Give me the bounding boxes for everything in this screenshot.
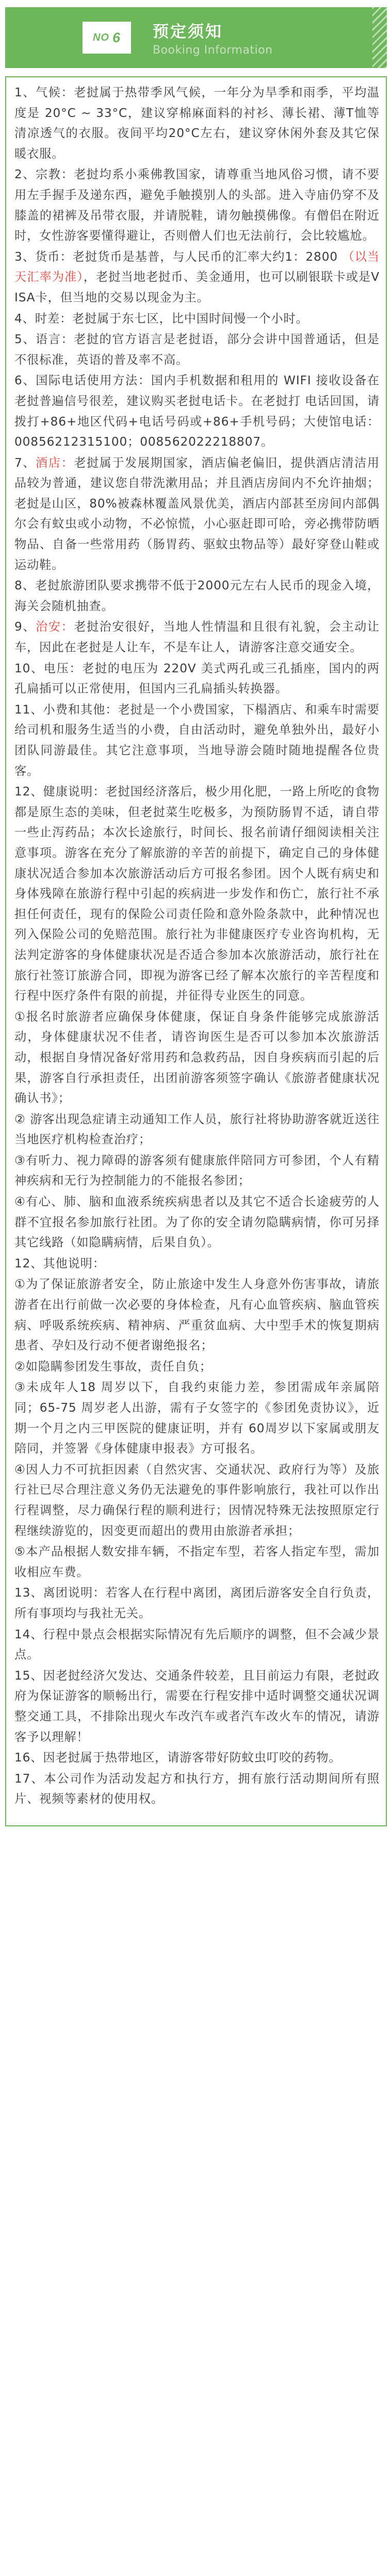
- section-number: 6: [112, 29, 121, 45]
- notice-paragraph: [14, 658, 380, 699]
- paragraph-text: 1、气候：老挝属于热带季风气候，一年分为旱季和雨季，平均温度是 20°C ~ 33°C，建议穿棉麻面料的衬衫、薄长裙、薄T恤等清凉透气的衣服。夜间平均20°C左右，建议穿休闲外套及其它保暖衣服。: [14, 86, 380, 161]
- decorative-stripes: [372, 7, 387, 68]
- notice-paragraph: [14, 1666, 380, 1747]
- notice-paragraph: [14, 329, 380, 370]
- paragraph-text: 12、其他说明：: [14, 1256, 105, 1270]
- paragraph-text: 5、语言：老挝的官方语言是老挝语，部分会讲中国普通话，但是不很标准，英语的普及率不高。: [14, 332, 380, 367]
- notice-paragraph: [14, 82, 380, 164]
- notice-paragraph: [14, 1150, 380, 1191]
- paragraph-text: 4、时差：老挝属于东七区，比中国时间慢一个小时。: [14, 311, 308, 326]
- section-number-prefix: NO: [92, 31, 109, 43]
- paragraph-text: 3、货币：老挝货币是基普，与人民币的汇率大约1：2800: [14, 249, 342, 264]
- paragraph-text: 7、: [14, 455, 36, 470]
- notice-paragraph: [14, 700, 380, 781]
- paragraph-text: 8、老挝旅游团队要求携带不低于2000元左右人民币的现金入境，海关会随机抽查。: [14, 579, 380, 613]
- section-subtitle: Booking Information: [153, 44, 273, 57]
- paragraph-text: ④因人力不可抗拒因素（自然灾害、交通状况、政府行为等）及旅行社已尽合理注意义务仍无法避免的事件影响旅行，我社可以作出行程调整，尽力确保行程的顺利进行；因情况特殊无法按照原定行程继续游览的，因变更而超出的费用由旅游者承担；: [14, 1462, 380, 1538]
- notice-paragraph: [14, 575, 380, 616]
- section-number-badge: [83, 22, 131, 54]
- paragraph-text: ⑤本产品根据人数安排车辆，不指定车型，若客人指定车型，需加收相应车费。: [14, 1545, 380, 1579]
- notice-paragraph: [14, 1253, 380, 1274]
- section-header: [5, 7, 387, 68]
- highlighted-text: （以当天汇率为准）: [14, 249, 380, 284]
- paragraph-text: ③未成年人18 周岁以下，自我约束能力差，参团需成年亲属陪同；65-75 周岁老人出游，需有子女签字的《参团免责协议》，近期一个月之内三甲医院的健康证明，并有 60周岁以下家属或朋友陪同，并签署《身体健康申报表》方可报名。: [14, 1380, 380, 1456]
- paragraph-text: 14、行程中景点会根据实际情况有先后顺序的调整，但不会减少景点。: [14, 1627, 380, 1662]
- paragraph-text: 17、本公司作为活动发起方和执行方，拥有旅行活动期间所有照片、视频等素材的使用权。: [14, 1771, 380, 1806]
- paragraph-text: 15、因老挝经济欠发达、交通条件较差，且目前运力有限，老挝政府为保证游客的顺畅出行，需要在行程安排中适时调整交通状况调整交通工具，不排除出现火车改汽车或者汽车改火车的情况，请游客予以理解！: [14, 1668, 380, 1744]
- notice-paragraph: [14, 164, 380, 246]
- paragraph-text: 13、离团说明：若客人在行程中离团，离团后游客安全自行负责，所有事项均与我社无关。: [14, 1586, 380, 1620]
- notice-paragraph: [14, 782, 380, 1006]
- paragraph-text: ①报名时旅游者应确保身体健康，保证自身条件能够完成旅游活动，身体健康状况不佳者，请咨询医生是否可以参加本次旅游活动，根据自身情况备好常用药和急救药品，因自身疾病而引起的后果，游客自行承担责任，出团前游客须签字确认《旅游者健康状况确认书》；: [14, 1009, 380, 1106]
- notice-paragraph: [14, 1192, 380, 1253]
- notice-content-box: [5, 76, 387, 1826]
- section-title-block: [153, 19, 273, 57]
- paragraph-text: 6、国际电话使用方法：国内手机数据和租用的 WIFI 接收设备在老挝普遍信号很差，建议购买老挝电话卡。在老挝打 电话回国，请拨打+86+地区代码+电话号码或+86+手机号码；大使馆电话：00856212315100；008562022218807。: [14, 374, 380, 449]
- notice-paragraph: [14, 370, 380, 452]
- notice-paragraph: [14, 453, 380, 575]
- notice-paragraph: [14, 1460, 380, 1541]
- paragraph-text: 2、宗教：老挝均系小乘佛教国家，请尊重当地风俗习惯，请不要用左手握手及递东西，避免手触摸别人的头部。进入寺庙仍穿不及膝盖的裙裤及吊带衣服，并请脱鞋，请勿触摸佛像。有僧侣在附近时，女性游客要懂得避让，否则僧人们也无法前行，会比较尴尬。: [14, 167, 380, 243]
- paragraph-text: 16、因老挝属于热带地区，请游客带好防蚊虫叮咬的药物。: [14, 1751, 341, 1765]
- notice-paragraph: [14, 617, 380, 657]
- notice-paragraph: [14, 1541, 380, 1582]
- paragraph-text: 老挝治安很好，当地人性情温和且很有礼貌，会主动让车，因此在老挝是人让车，不是车让人，请游客注意交通安全。: [14, 620, 380, 655]
- paragraph-text: ①为了保证旅游者安全，防止旅途中发生人身意外伤害事故，请旅游者在出行前做一次必要的身体检查，凡有心血管疾病、脑血管疾病、呼吸系统疾病、精神病、严重贫血病、大中型手术的恢复期病患者、孕妇及行动不便者谢绝报名；: [14, 1277, 380, 1353]
- paragraph-text: 11、小费和其他：老挝是一个小费国家，下榻酒店、和乘车时需要给司机和服务生适当的小费，自由活动时，避免单独外出，最好小团队同游最佳。其它注意事项，当地导游会随时随地提醒各位贵客。: [14, 702, 380, 778]
- notice-paragraph: [14, 1274, 380, 1355]
- section-title: 预定须知: [153, 23, 223, 41]
- paragraph-text: ，老挝当地老挝币、美金通用，也可以刷银联卡或是VISA卡，但当地的交易以现金为主。: [14, 270, 380, 304]
- paragraph-text: 9、: [14, 620, 36, 634]
- notice-paragraph: [14, 1748, 380, 1768]
- notice-paragraph: [14, 309, 380, 329]
- notice-paragraph: [14, 1624, 380, 1665]
- paragraph-text: 12、健康说明：老挝国经济落后，极少用化肥，一路上所吃的食物都是原生态的美味，但老挝菜生吃极多，为预防肠胃不适，请自带一些止泻药品；本次长途旅行，时间长、报名前请仔细阅读相关注意事项。游客在充分了解旅游的辛苦的前提下，确定自己的身体健康状况适合参加本次旅游活动后方可报名参团。因个人既有病史和身体残障在旅游行程中引起的疾病进一步发作和伤亡，旅行社不承担任何责任，现有的保险公司责任险和意外险条款中，此种情况也列入保险公司的免赔范围。旅行社为非健康医疗专业咨询机构，无法判定游客的身体健康状况是否适合参加本次旅游活动，旅行社在旅行社签订旅游合同，即视为游客已经了解本次旅行的辛苦程度和行程中医疗条件有限的前提，并征得专业医生的同意。: [14, 785, 380, 1003]
- paragraph-text: ③有听力、视力障碍的游客须有健康旅伴陪同方可参团，个人有精神疾病和无行为控制能力的不能报名参团；: [14, 1153, 380, 1188]
- notice-paragraph: [14, 1357, 380, 1377]
- notice-paragraph: [14, 1007, 380, 1109]
- notice-paragraph: [14, 1769, 380, 1809]
- paragraph-text: 10、电压：老挝的电压为 220V 美式两孔或三孔插座，国内的两孔扁插可以正常使用，但国内三孔扁插头转换器。: [14, 661, 380, 696]
- paragraph-text: ②如隐瞒参团发生事故，责任自负；: [14, 1359, 212, 1374]
- notice-paragraph: [14, 1377, 380, 1459]
- paragraph-text: ④有心、肺、脑和血液系统疾病患者以及其它不适合长途疲劳的人群不宜报名参加旅行社团。为了你的安全请勿隐瞒病情，你可另择其它线路（如隐瞒病情，后果自负）。: [14, 1195, 380, 1250]
- notice-paragraph: [14, 247, 380, 308]
- paragraph-text: 老挝属于发展期国家，酒店偏老偏旧，提供酒店清洁用品较为普通，建议您自带洗漱用品；并且酒店房间内不允许抽烟；老挝是山区，80%被森林覆盖风景优美，酒店内部甚至房间内部偶尔会有蚊虫或小动物，不必惊慌，小心驱赶即可哈，旁必携带防晒物品、自备一些常用药（肠胃药、驱蚊虫物品等）最好穿登山鞋或运动鞋。: [14, 455, 380, 572]
- notice-paragraph: [14, 1109, 380, 1150]
- paragraph-text: ② 游客出现急症请主动通知工作人员，旅行社将协助游客就近送往当地医疗机构检查治疗；: [14, 1112, 380, 1147]
- highlighted-text: 酒店：: [36, 455, 74, 470]
- notice-paragraph: [14, 1583, 380, 1623]
- highlighted-text: 治安：: [36, 620, 74, 634]
